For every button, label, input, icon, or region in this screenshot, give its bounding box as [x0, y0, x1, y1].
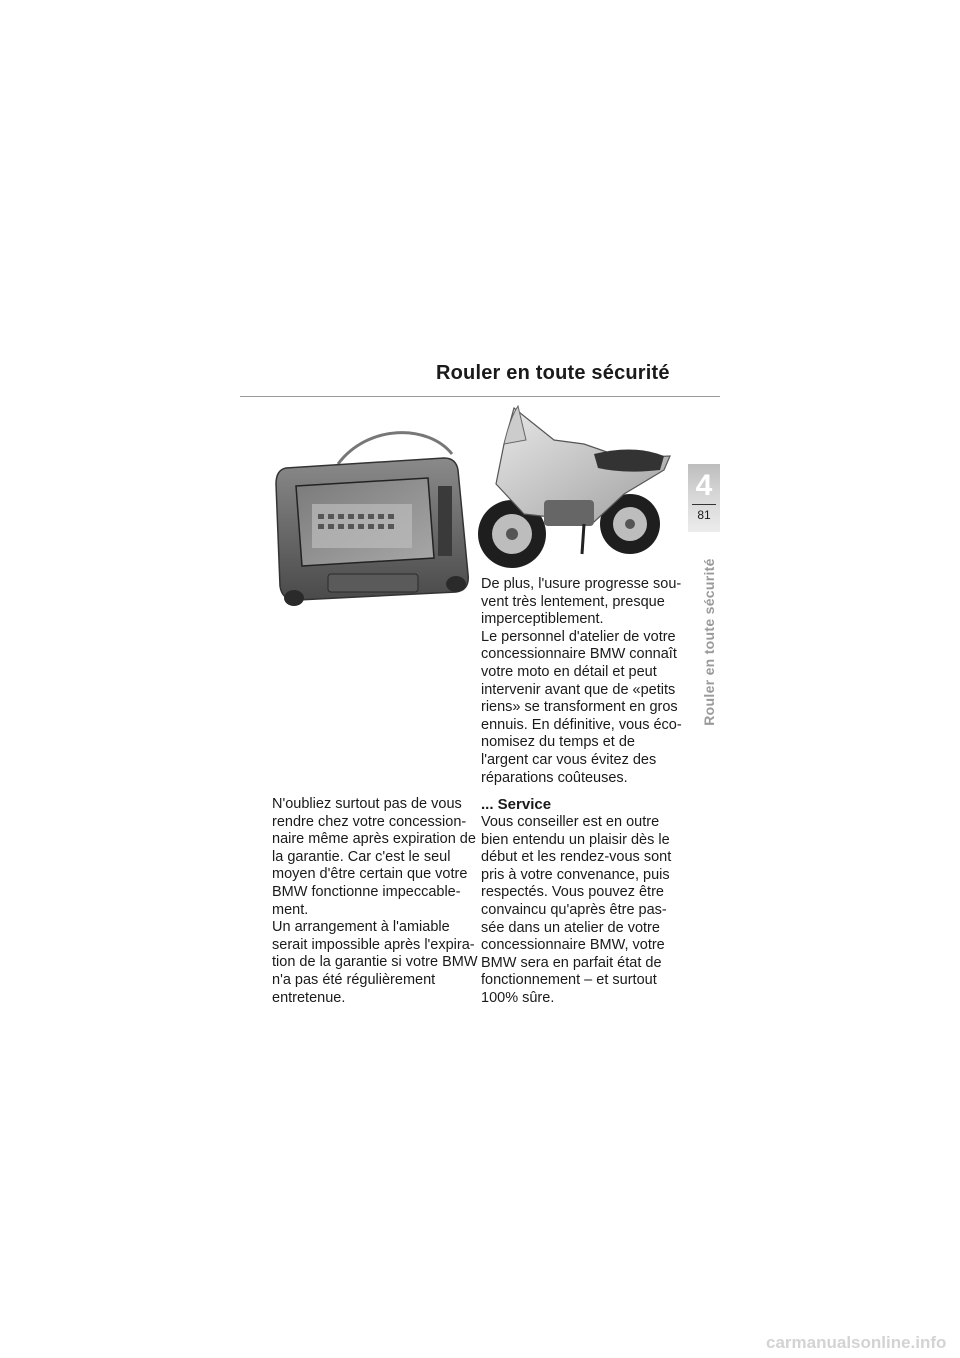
text-line: n'a pas été régulièrement: [272, 971, 436, 988]
page-number: 81: [697, 508, 711, 522]
text-line: l'argent car vous évitez des: [481, 751, 657, 768]
text-line: entretenue.: [272, 989, 346, 1006]
chapter-tab: [688, 464, 720, 532]
text-line: riens» se transforment en gros: [481, 699, 678, 716]
text-line: imperceptiblement.: [481, 611, 604, 628]
text-line: concessionnaire BMW, votre: [481, 937, 665, 954]
text-line: convaincu qu'après être pas-: [481, 901, 667, 918]
text-line: ment.: [272, 901, 309, 918]
text-line: Le personnel d'atelier de votre: [481, 628, 676, 645]
text-line: bien entendu un plaisir dès le: [481, 831, 670, 848]
text-line: N'oubliez surtout pas de vous: [272, 796, 462, 812]
text-line: BMW sera en parfait état de: [481, 954, 662, 971]
text-line: De plus, l'usure progresse sou-: [481, 576, 682, 592]
text-line: serait impossible après l'expira-: [272, 936, 475, 953]
text-line: vent très lentement, presque: [481, 593, 665, 610]
text-line: BMW fonctionne impeccable-: [272, 883, 461, 900]
text-line: naire même après expiration de: [272, 831, 476, 848]
text-line: rendre chez votre concession-: [272, 813, 467, 830]
paragraph-wear: [481, 576, 682, 787]
title-divider: [240, 396, 720, 397]
text-line: pris à votre convenance, puis: [481, 866, 670, 883]
motorcycle-image: [474, 404, 682, 572]
text-line: intervenir avant que de «petits: [481, 681, 676, 698]
text-line: 100% sûre.: [481, 989, 555, 1006]
chapter-tab-divider: [692, 504, 716, 505]
text-line: respectés. Vous pouvez être: [481, 884, 664, 901]
text-line: réparations coûteuses.: [481, 769, 628, 786]
paragraph-warranty: [272, 796, 478, 1007]
text-line: début et les rendez-vous sont: [481, 849, 672, 866]
text-line: nomisez du temps et de: [481, 734, 635, 751]
watermark-text: carmanualsonline.info: [766, 1333, 947, 1352]
text-line: sée dans un atelier de votre: [481, 919, 660, 936]
page-title: Rouler en toute sécurité: [436, 362, 670, 384]
text-line: concessionnaire BMW connaît: [481, 646, 677, 663]
text-line: la garantie. Car c'est le seul: [272, 848, 451, 865]
paragraph-service: [481, 814, 671, 1008]
text-line: moyen d'être certain que votre: [272, 866, 468, 883]
text-line: Vous conseiller est en outre: [481, 814, 660, 830]
text-line: ennuis. En définitive, vous éco-: [481, 716, 682, 733]
diagnostic-device-image: [268, 424, 476, 614]
text-line: fonctionnement – et surtout: [481, 972, 657, 989]
text-line: Un arrangement à l'amiable: [272, 919, 450, 936]
chapter-side-label: Rouler en toute sécurité: [701, 558, 717, 726]
section-heading-service: ... Service: [481, 796, 552, 813]
text-line: tion de la garantie si votre BMW: [272, 954, 478, 971]
text-line: votre moto en détail et peut: [481, 663, 657, 680]
chapter-number: 4: [695, 469, 713, 502]
